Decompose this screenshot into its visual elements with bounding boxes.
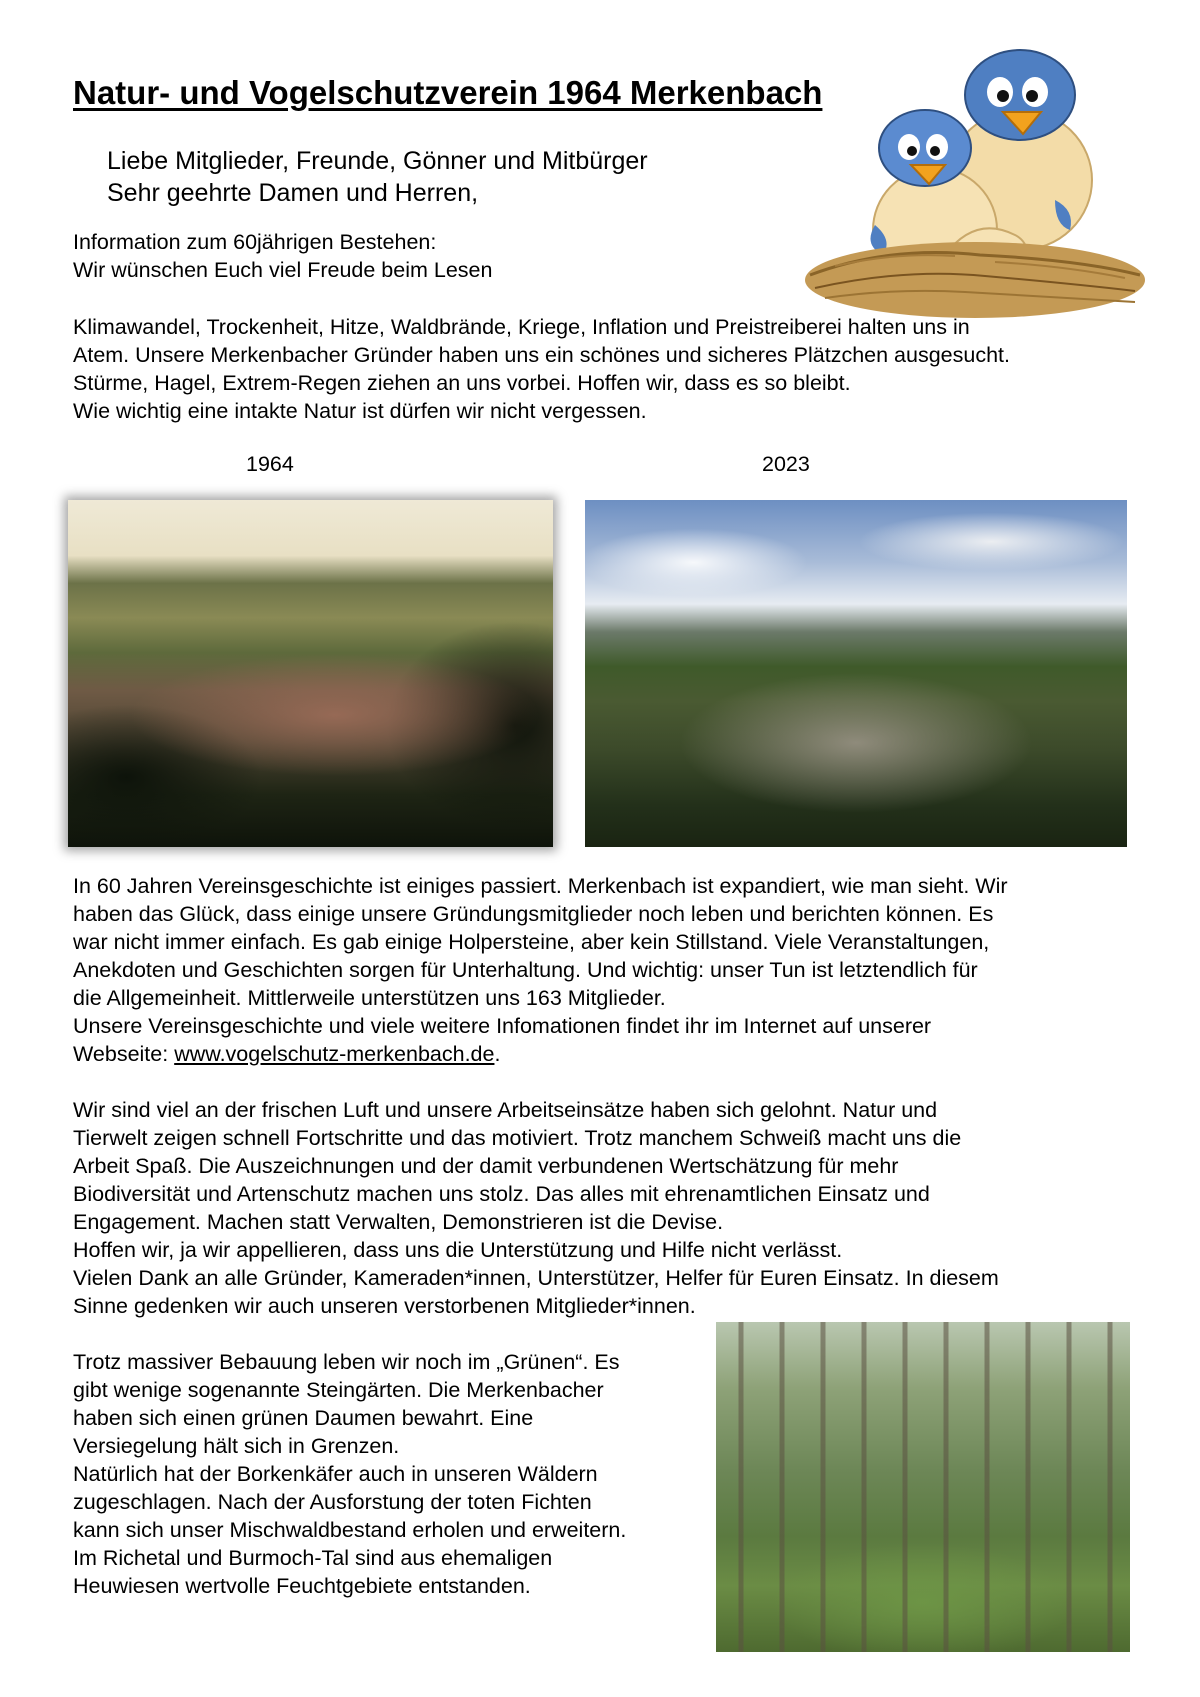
bird-nest-illustration xyxy=(795,40,1155,320)
paragraph-line: Biodiversität und Artenschutz machen uns stolz. Das alles mit ehrenamtlichen Einsatz und xyxy=(73,1182,930,1206)
paragraph-line: kann sich unser Mischwaldbestand erholen und erweitern. xyxy=(73,1518,627,1542)
activities-paragraph xyxy=(73,1096,1173,1320)
photo-merkenbach-1964 xyxy=(68,500,553,847)
paragraph-line: Arbeit Spaß. Die Auszeichnungen und der damit verbundenen Wertschätzung für mehr xyxy=(73,1154,899,1178)
paragraph-line: Hoffen wir, ja wir appellieren, dass uns die Unterstützung und Hilfe nicht verlässt. xyxy=(73,1238,843,1262)
info-block xyxy=(73,228,492,284)
paragraph-line: zugeschlagen. Nach der Ausforstung der toten Fichten xyxy=(73,1490,592,1514)
paragraph-line: die Allgemeinheit. Mittlerweile unterstützen uns 163 Mitglieder. xyxy=(73,986,666,1010)
photo-merkenbach-2023 xyxy=(585,500,1127,847)
paragraph-line: Anekdoten und Geschichten sorgen für Unterhaltung. Und wichtig: unser Tun ist letztendlich für xyxy=(73,958,978,982)
paragraph-line: In 60 Jahren Vereinsgeschichte ist einiges passiert. Merkenbach ist expandiert, wie man sieht. Wir xyxy=(73,874,1008,898)
website-line xyxy=(73,1040,1173,1068)
paragraph-line: haben sich einen grünen Daumen bewahrt. Eine xyxy=(73,1406,534,1430)
salutation-line: Liebe Mitglieder, Freunde, Gönner und Mitbürger xyxy=(107,147,648,175)
paragraph-line: Vielen Dank an alle Gründer, Kameraden*innen, Unterstützer, Helfer für Euren Einsatz. In diesem xyxy=(73,1266,999,1290)
baby-birds-in-nest-icon xyxy=(795,40,1155,320)
paragraph-line: Heuwiesen wertvolle Feuchtgebiete entstanden. xyxy=(73,1574,531,1598)
paragraph-line: Im Richetal und Burmoch-Tal sind aus ehemaligen xyxy=(73,1546,553,1570)
paragraph-line: Sinne gedenken wir auch unseren verstorbenen Mitglieder*innen. xyxy=(73,1294,696,1318)
year-label-2023: 2023 xyxy=(762,452,810,476)
paragraph-line: Wie wichtig eine intakte Natur ist dürfen wir nicht vergessen. xyxy=(73,399,647,423)
paragraph-line: war nicht immer einfach. Es gab einige Holpersteine, aber kein Stillstand. Viele Veranstaltungen, xyxy=(73,930,990,954)
paragraph-line: haben das Glück, dass einige unsere Gründungsmitglieder noch leben und berichten können. Es xyxy=(73,902,994,926)
history-paragraph xyxy=(73,872,1173,1068)
paragraph-line: Wir sind viel an der frischen Luft und unsere Arbeitseinsätze haben sich gelohnt. Natur und xyxy=(73,1098,938,1122)
paragraph-line: Unsere Vereinsgeschichte und viele weitere Infomationen findet ihr im Internet auf unserer xyxy=(73,1014,932,1038)
page-title: Natur- und Vogelschutzverein 1964 Merkenbach xyxy=(73,74,823,111)
salutation-line: Sehr geehrte Damen und Herren, xyxy=(107,179,479,207)
paragraph-line: Stürme, Hagel, Extrem-Regen ziehen an uns vorbei. Hoffen wir, dass es so bleibt. xyxy=(73,371,851,395)
paragraph-line: Trotz massiver Bebauung leben wir noch im „Grünen“. Es xyxy=(73,1350,620,1374)
year-label-1964: 1964 xyxy=(246,452,294,476)
intro-paragraph xyxy=(73,313,1173,425)
paragraph-line: Atem. Unsere Merkenbacher Gründer haben uns ein schönes und sicheres Plätzchen ausgesucht. xyxy=(73,343,1010,367)
nature-paragraph xyxy=(73,1348,713,1600)
photo-forest xyxy=(716,1322,1130,1652)
info-line: Wir wünschen Euch viel Freude beim Lesen xyxy=(73,258,493,282)
paragraph-line: Engagement. Machen statt Verwalten, Demonstrieren ist die Devise. xyxy=(73,1210,724,1234)
paragraph-line: Versiegelung hält sich in Grenzen. xyxy=(73,1434,400,1458)
salutation xyxy=(107,145,648,209)
paragraph-line: Klimawandel, Trockenheit, Hitze, Waldbrände, Kriege, Inflation und Preistreiberei halten uns in xyxy=(73,315,970,339)
website-suffix: . xyxy=(494,1042,501,1066)
paragraph-line: gibt wenige sogenannte Steingärten. Die Merkenbacher xyxy=(73,1378,604,1402)
paragraph-line: Natürlich hat der Borkenkäfer auch in unseren Wäldern xyxy=(73,1462,598,1486)
info-line: Information zum 60jährigen Bestehen: xyxy=(73,230,437,254)
website-prefix: Webseite: xyxy=(73,1042,175,1066)
website-link[interactable]: www.vogelschutz-merkenbach.de xyxy=(174,1042,495,1066)
paragraph-line: Tierwelt zeigen schnell Fortschritte und das motiviert. Trotz manchem Schweiß macht uns die xyxy=(73,1126,962,1150)
